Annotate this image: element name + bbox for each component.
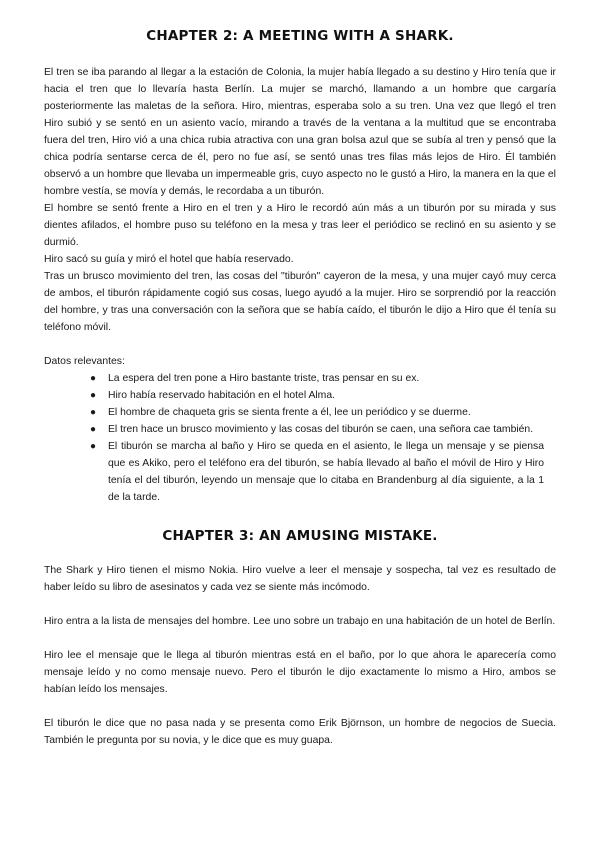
list-item-text: Hiro había reservado habitación en el hotel Alma. xyxy=(108,390,336,401)
list-item-text: El tren hace un brusco movimiento y las cosas del tiburón se caen, una señora cae también. xyxy=(108,424,534,435)
list-item xyxy=(90,421,544,438)
relevant-data-label: Datos relevantes: xyxy=(44,356,125,367)
spacer xyxy=(44,630,556,647)
bullet-icon: ● xyxy=(90,390,97,401)
list-item xyxy=(90,387,544,404)
chapter-2-paragraph-2: El hombre se sentó frente a Hiro en el tren y a Hiro le recordó aún más a un tiburón por su mirada y sus dientes afilados, el hombre puso su teléfono en la mesa y tras leer el periódico se reclinó en su asiento y se durmió. xyxy=(44,203,556,248)
bullet-icon: ● xyxy=(90,407,97,418)
spacer xyxy=(44,596,556,613)
list-item-text: El tiburón se marcha al baño y Hiro se queda en el asiento, le llega un mensaje y se piensa que es Akiko, pero el teléfono era del tiburón, se había llevado al baño el móvil de Hiro y Hiro tenía el del tiburón, leyendo un mensaje que lo citaba en Brandenburg al día siguiente, a la 1 de la tarde. xyxy=(108,441,544,503)
chapter-2-paragraph-1: El tren se iba parando al llegar a la estación de Colonia, la mujer había llegado a su destino y Hiro tenía que ir hacia el tren que lo llevaría hasta Berlín. La mujer se marchó, llamando a un hombre que cargaría posteriormente las maletas de la señora. Hiro, mientras, esperaba solo a su tren. Una vez que llegó el tren Hiro subió y se sentó en un asiento vacío, mirando a través de la ventana a la multitud que se encontraba fuera del tren, Hiro vió a una chica rubia atractiva con una gran bolsa azul que se subía al tren y pensó que la chica podría sentarse cerca de él, pero no fue así, se sentó unas tres filas más lejos de Hiro. Él también observó a un hombre que llevaba un impermeable gris, cuyo aspecto no le gustó a Hiro, la manera en la que el hombre vestía, se movía y demás, le recordaba a un tiburón. xyxy=(44,67,556,197)
relevant-data-list xyxy=(44,370,556,506)
list-item-text: La espera del tren pone a Hiro bastante triste, tras pensar en su ex. xyxy=(108,373,420,384)
chapter-2-title: CHAPTER 2: A MEETING WITH A SHARK. xyxy=(146,28,454,44)
chapter-3-title: CHAPTER 3: AN AMUSING MISTAKE. xyxy=(162,528,438,544)
chapter-3-paragraph-4: El tiburón le dice que no pasa nada y se presenta como Erik Björnson, un hombre de negocios de Suecia. También le pregunta por su novia, y le dice que es muy guapa. xyxy=(44,718,556,746)
chapter-2-paragraph-3: Hiro sacó su guía y miró el hotel que había reservado. xyxy=(44,254,294,265)
bullet-icon: ● xyxy=(90,424,97,435)
chapter-3-paragraph-3: Hiro lee el mensaje que le llega al tiburón mientras está en el baño, por lo que ahora le aparecería como mensaje leído y no como mensaje nuevo. Pero el tiburón le dijo exactamente lo mismo a Hiro, ambos se habían leído los mensajes. xyxy=(44,650,556,695)
bullet-icon: ● xyxy=(90,441,97,452)
chapter-3-paragraph-1: The Shark y Hiro tienen el mismo Nokia. Hiro vuelve a leer el mensaje y sospecha, tal vez es resultado de haber leído su libro de asesinatos y cada vez se siente más incómodo. xyxy=(44,565,556,593)
list-item xyxy=(90,370,544,387)
list-item xyxy=(90,404,544,421)
chapter-3-paragraph-2: Hiro entra a la lista de mensajes del hombre. Lee uno sobre un trabajo en una habitación de un hotel de Berlín. xyxy=(44,616,556,627)
spacer xyxy=(44,336,556,353)
list-item xyxy=(90,438,544,506)
chapter-2-paragraph-4: Tras un brusco movimiento del tren, las cosas del "tiburón" cayeron de la mesa, y una mujer cayó muy cerca de ambos, el tiburón rápidamente cogió sus cosas, luego ayudó a la mujer. Hiro se sorprendió por la reacción del hombre, y tras una conversación con la señora que se había caído, el tiburón le dijo a Hiro que él tenía su teléfono móvil. xyxy=(44,271,556,333)
bullet-icon: ● xyxy=(90,373,97,384)
list-item-text: El hombre de chaqueta gris se sienta frente a él, lee un periódico y se duerme. xyxy=(108,407,471,418)
spacer xyxy=(44,698,556,715)
